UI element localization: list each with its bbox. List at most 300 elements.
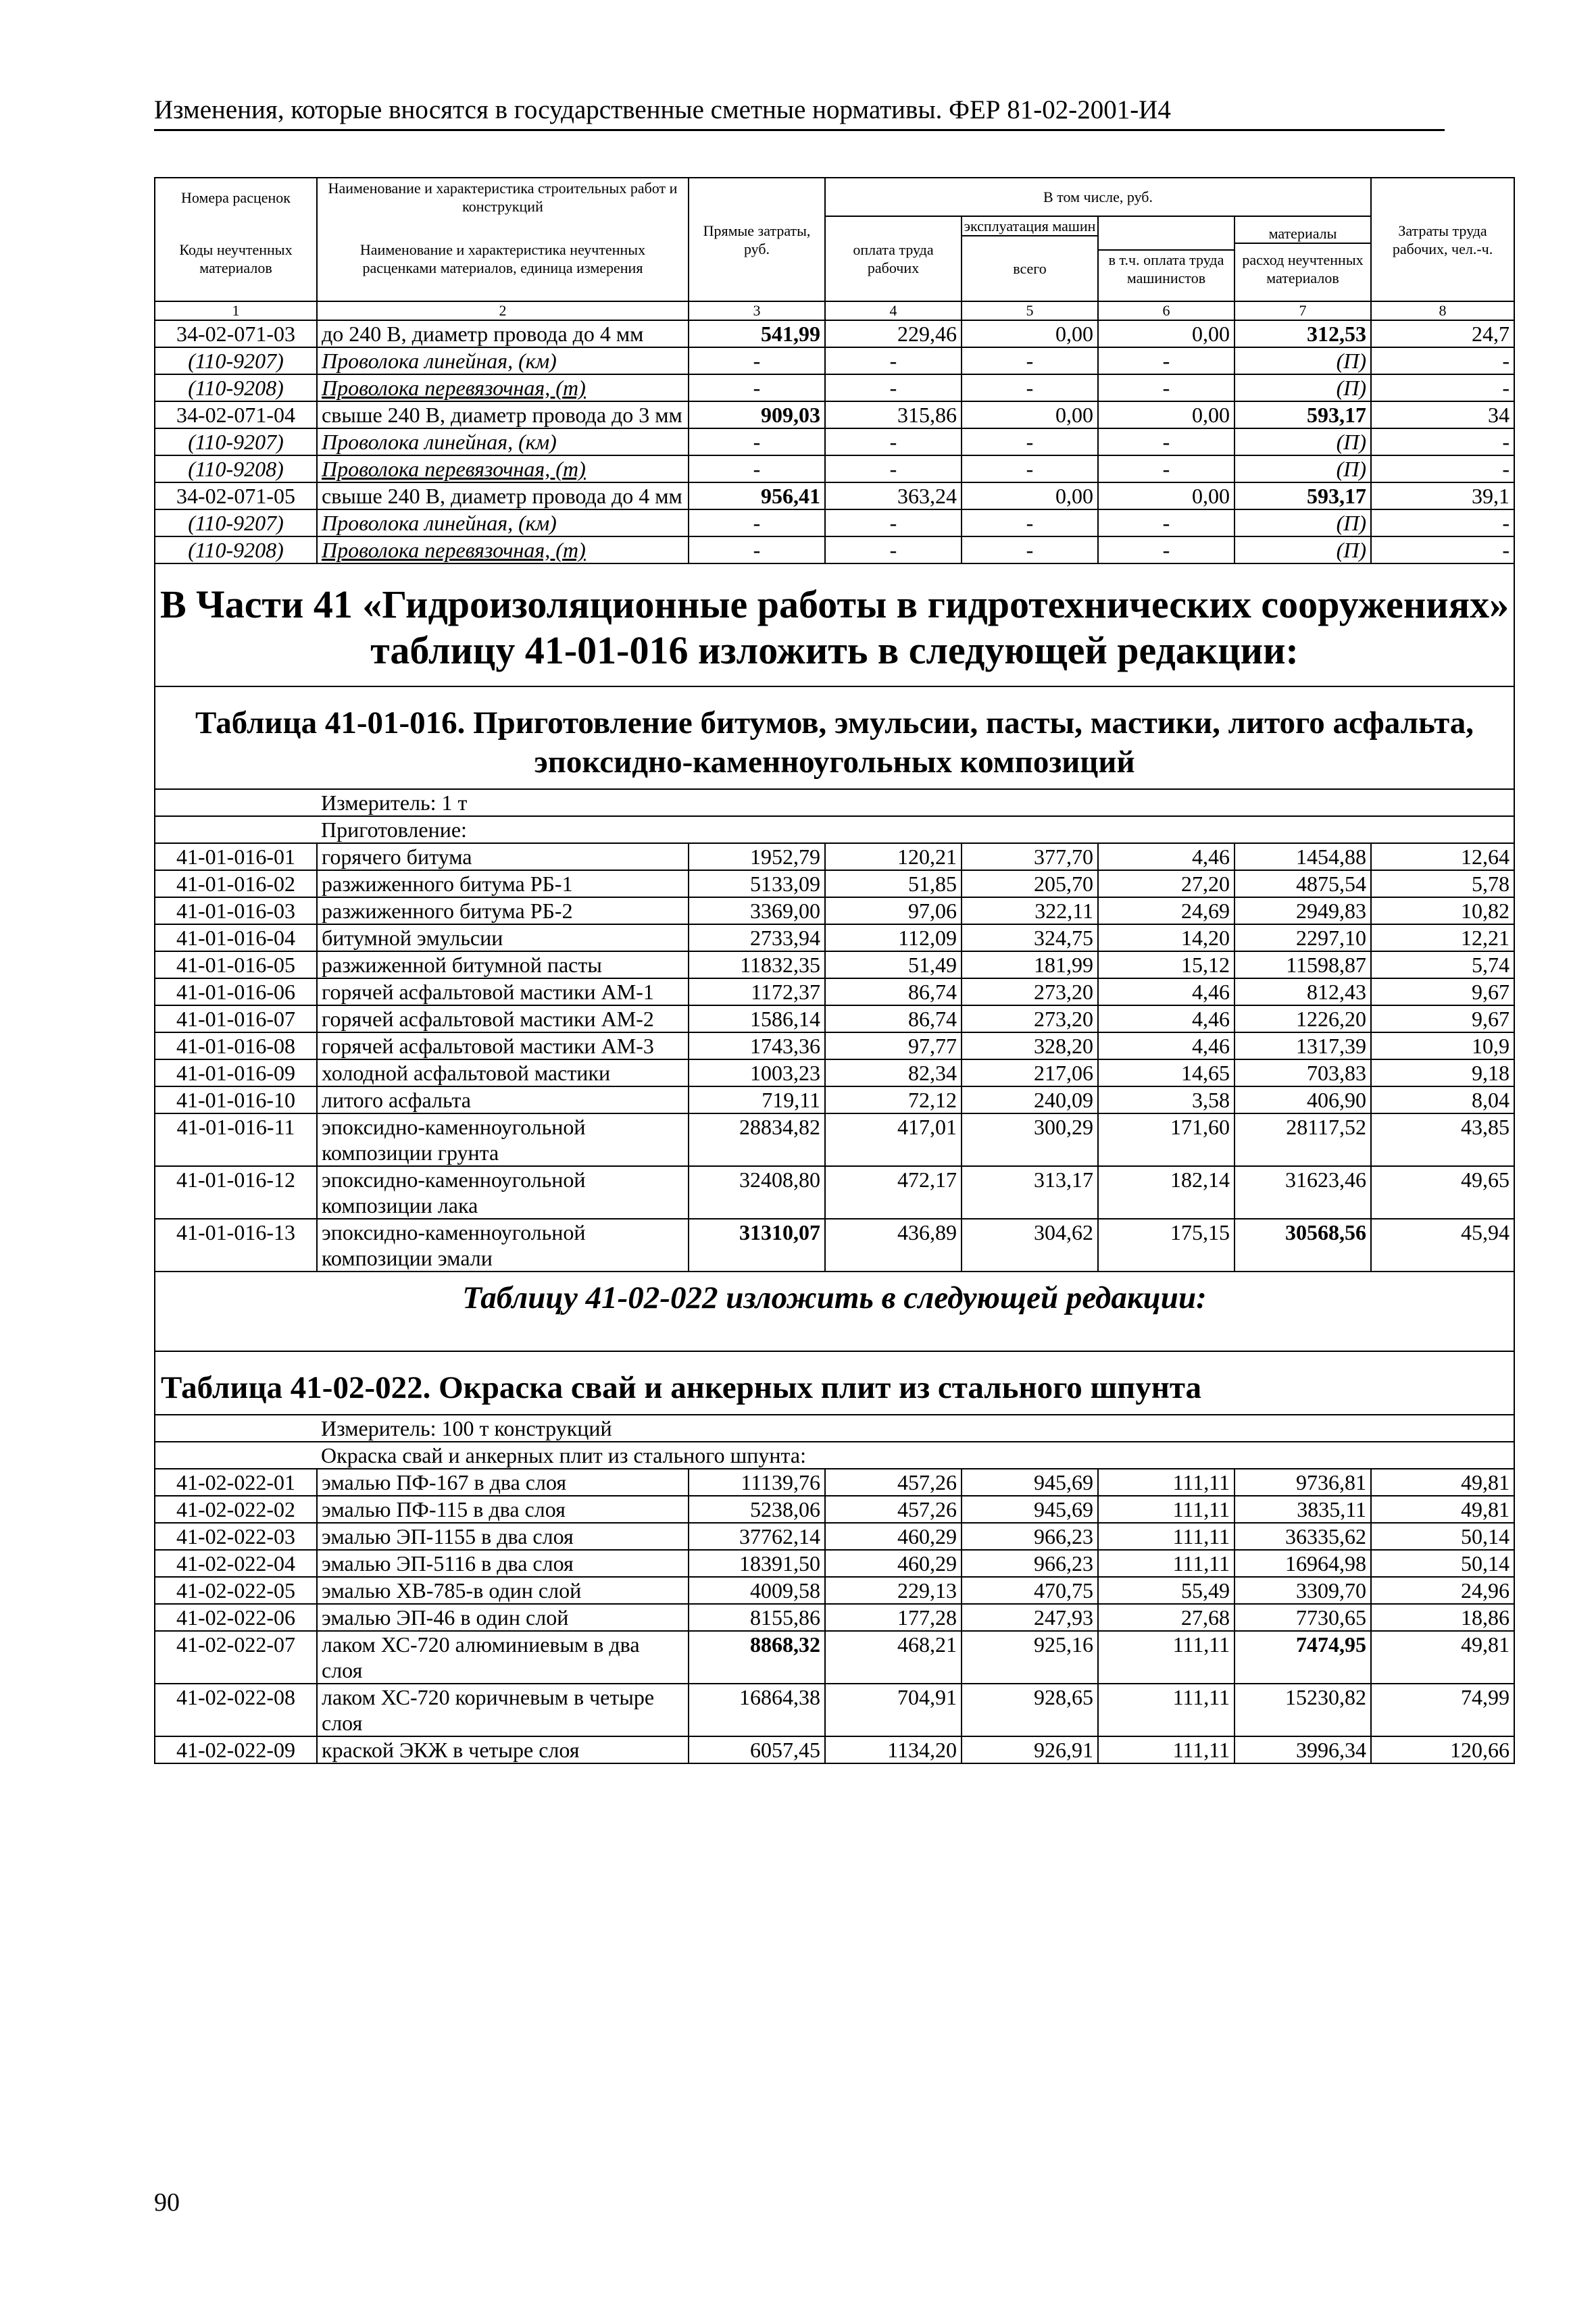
cell-mach: 0,00 [962,320,1098,347]
cell-mach_w: 111,11 [1098,1736,1235,1763]
material-name: Проволока линейная, (км) [317,347,689,374]
cell-mat: 1454,88 [1235,843,1371,870]
cell-mach: 945,69 [962,1496,1098,1523]
page-number: 90 [154,2188,180,2217]
cell-mat: 1226,20 [1235,1005,1371,1032]
cell-mach: 300,29 [962,1113,1098,1166]
column-number: 6 [1098,301,1235,320]
material-code: (110-9207) [155,347,317,374]
table-row [155,320,1514,347]
column-number: 1 [155,301,317,320]
table-body [155,178,1514,1763]
cell-direct: 2733,94 [689,924,825,951]
table-row [155,1469,1514,1496]
cell-labor: 50,14 [1371,1550,1514,1577]
cell-wages: 97,77 [825,1032,962,1059]
cell-wages: 1134,20 [825,1736,962,1763]
work-name: эмалью ПФ-167 в два слоя [317,1469,689,1496]
cell-wages: 82,34 [825,1059,962,1086]
cell-labor: 49,81 [1371,1631,1514,1684]
cell-mat: 593,17 [1235,482,1371,509]
cell-mat: 703,83 [1235,1059,1371,1086]
column-number: 7 [1235,301,1371,320]
table-016-title [155,686,1514,789]
cell-wages: 704,91 [825,1684,962,1736]
table-row [155,482,1514,509]
material-code: (110-9207) [155,428,317,455]
cell-dash: - [1371,347,1514,374]
column-number: 2 [317,301,689,320]
cell-mach: 247,93 [962,1604,1098,1631]
cell-direct: 1586,14 [689,1005,825,1032]
work-name: разжиженного битума РБ-1 [317,870,689,897]
cell-mach_w: 171,60 [1098,1113,1235,1166]
work-name: эмалью ЭП-46 в один слой [317,1604,689,1631]
cell-mach: 945,69 [962,1469,1098,1496]
col-header-wages: оплата труда рабочих [825,216,962,301]
header-row-1 [155,178,1514,216]
cell-direct: 31310,07 [689,1219,825,1272]
col-header-incl-wages [1098,216,1235,301]
cell-mach_w: 27,20 [1098,870,1235,897]
cell-mach_w: 15,12 [1098,951,1235,978]
cell-mach: 966,23 [962,1523,1098,1550]
rate-code: 41-01-016-11 [155,1113,317,1166]
work-name: лаком ХС-720 алюминиевым в два слоя [317,1631,689,1684]
cell-wages: 86,74 [825,978,962,1005]
col-header-materials-use [1235,216,1371,301]
col-header-mat-use: расход неучтенных материалов [1242,251,1364,286]
cell-labor: 49,81 [1371,1496,1514,1523]
cell-mat: 593,17 [1235,401,1371,428]
subtitle-row [155,1272,1514,1351]
cell-wages: 229,13 [825,1577,962,1604]
material-code: (110-9207) [155,509,317,536]
cell-wages: 363,24 [825,482,962,509]
cell-labor: 74,99 [1371,1684,1514,1736]
group-spacer [155,1442,317,1469]
header-row-2 [155,216,1514,301]
cell-mach: 966,23 [962,1550,1098,1577]
cell-wages: 229,46 [825,320,962,347]
section-title [155,563,1514,686]
work-name: эмалью ХВ-785-в один слой [317,1577,689,1604]
meter-spacer [155,1415,317,1442]
rate-code: 41-02-022-09 [155,1736,317,1763]
cell-mach_w: 4,46 [1098,1005,1235,1032]
cell-direct: 5238,06 [689,1496,825,1523]
cell-direct: 3369,00 [689,897,825,924]
cell-labor: 24,96 [1371,1577,1514,1604]
cell-p: (П) [1235,509,1371,536]
material-name: Проволока линейная, (км) [317,428,689,455]
material-code: (110-9208) [155,455,317,482]
table-row [155,1005,1514,1032]
work-name: эпоксидно-каменноугольной композиции грунта [317,1113,689,1166]
cell-mat: 36335,62 [1235,1523,1371,1550]
table-row [155,1684,1514,1736]
material-code: (110-9208) [155,536,317,563]
material-code: (110-9208) [155,374,317,401]
table-row [155,1166,1514,1219]
cell-mach: 273,20 [962,978,1098,1005]
material-row [155,536,1514,563]
cell-mach_w: 111,11 [1098,1496,1235,1523]
col-header-direct: Прямые затраты, руб. [689,178,825,301]
rate-code: 41-01-016-01 [155,843,317,870]
cell-direct: 11832,35 [689,951,825,978]
cell-wages: 86,74 [825,1005,962,1032]
cell-mach_w: 111,11 [1098,1550,1235,1577]
cell-dash: - [1371,509,1514,536]
cell-mach_w: 4,46 [1098,978,1235,1005]
col-header-total: всего [1013,260,1047,277]
cell-mach_w: 14,65 [1098,1059,1235,1086]
table-row [155,401,1514,428]
cell-dash: - [1371,455,1514,482]
cell-labor: 5,74 [1371,951,1514,978]
rate-code: 41-02-022-04 [155,1550,317,1577]
work-name: горячей асфальтовой мастики АМ-1 [317,978,689,1005]
cell-wages: 177,28 [825,1604,962,1631]
table-022-title-text: Таблица 41-02-022. Окраска свай и анкерных плит из стального шпунта [161,1370,1202,1405]
cell-dash: - [689,536,825,563]
cell-dash: - [825,347,962,374]
cell-mach: 324,75 [962,924,1098,951]
cell-dash: - [689,455,825,482]
cell-direct: 541,99 [689,320,825,347]
material-name: Проволока перевязочная, (т) [317,374,689,401]
rate-code: 41-01-016-02 [155,870,317,897]
rate-code: 34-02-071-04 [155,401,317,428]
cell-dash: - [689,428,825,455]
cell-mat: 7474,95 [1235,1631,1371,1684]
material-row [155,509,1514,536]
section-title-text: В Части 41 «Гидроизоляционные работы в гидротехнических сооружениях» таблицу 41-01-016 изложить в следующей редакции: [159,582,1510,672]
work-name: эпоксидно-каменноугольной композиции эмали [317,1219,689,1272]
work-name: свыше 240 В, диаметр провода до 4 мм [317,482,689,509]
work-name: холодной асфальтовой мастики [317,1059,689,1086]
work-name: горячей асфальтовой мастики АМ-2 [317,1005,689,1032]
cell-wages: 460,29 [825,1523,962,1550]
cell-mach: 273,20 [962,1005,1098,1032]
cell-labor: 45,94 [1371,1219,1514,1272]
table-row [155,1550,1514,1577]
rate-code: 41-01-016-13 [155,1219,317,1272]
work-name: эмалью ПФ-115 в два слоя [317,1496,689,1523]
material-row [155,428,1514,455]
material-row [155,347,1514,374]
cell-wages: 457,26 [825,1469,962,1496]
col-header-incl-wages-text: в т.ч. оплата труда машинистов [1108,251,1224,286]
cell-direct: 16864,38 [689,1684,825,1736]
material-name: Проволока перевязочная, (т) [317,536,689,563]
column-number: 8 [1371,301,1514,320]
cell-mach_w: 182,14 [1098,1166,1235,1219]
cell-mach_w: 55,49 [1098,1577,1235,1604]
cell-labor: 120,66 [1371,1736,1514,1763]
cell-p: (П) [1235,536,1371,563]
rate-code: 41-02-022-02 [155,1496,317,1523]
section-title-row [155,563,1514,686]
cell-mach_w: 0,00 [1098,320,1235,347]
cell-mat: 3309,70 [1235,1577,1371,1604]
table-title-row [155,686,1514,789]
group-label: Приготовление: [317,816,1514,843]
cell-labor: 9,67 [1371,978,1514,1005]
cell-mat: 2297,10 [1235,924,1371,951]
rate-code: 41-02-022-03 [155,1523,317,1550]
rate-code: 41-02-022-06 [155,1604,317,1631]
table-row [155,1059,1514,1086]
cell-mach_w: 24,69 [1098,897,1235,924]
cell-labor: 5,78 [1371,870,1514,897]
rate-code: 34-02-071-03 [155,320,317,347]
col-header-incl: В том числе, руб. [825,178,1371,216]
cell-mach_w: 111,11 [1098,1684,1235,1736]
cell-wages: 436,89 [825,1219,962,1272]
cell-mat: 7730,65 [1235,1604,1371,1631]
cell-wages: 51,85 [825,870,962,897]
cell-direct: 909,03 [689,401,825,428]
cell-mat: 31623,46 [1235,1166,1371,1219]
cell-labor: 8,04 [1371,1086,1514,1113]
cell-mach_w: 111,11 [1098,1469,1235,1496]
cell-labor: 18,86 [1371,1604,1514,1631]
work-name: эпоксидно-каменноугольной композиции лака [317,1166,689,1219]
cell-mat: 9736,81 [1235,1469,1371,1496]
cell-mat: 30568,56 [1235,1219,1371,1272]
cell-direct: 1952,79 [689,843,825,870]
cell-mat: 812,43 [1235,978,1371,1005]
cell-p: (П) [1235,428,1371,455]
cell-dash: - [689,509,825,536]
cell-direct: 719,11 [689,1086,825,1113]
table-row [155,1577,1514,1604]
cell-dash: - [825,509,962,536]
cell-dash: - [1098,536,1235,563]
cell-mach_w: 3,58 [1098,1086,1235,1113]
cell-dash: - [962,347,1098,374]
rate-code: 34-02-071-05 [155,482,317,509]
cell-dash: - [689,374,825,401]
cell-direct: 1172,37 [689,978,825,1005]
cell-mat: 4875,54 [1235,870,1371,897]
cell-mach: 925,16 [962,1631,1098,1684]
cell-dash: - [962,509,1098,536]
work-name: эмалью ЭП-5116 в два слоя [317,1550,689,1577]
meter-label: Измеритель: 1 т [317,789,1514,816]
cell-dash: - [1098,374,1235,401]
cell-wages: 112,09 [825,924,962,951]
column-number: 5 [962,301,1098,320]
table-row [155,978,1514,1005]
cell-direct: 8868,32 [689,1631,825,1684]
cell-mat: 1317,39 [1235,1032,1371,1059]
cell-wages: 72,12 [825,1086,962,1113]
rate-code: 41-01-016-04 [155,924,317,951]
meter-row [155,789,1514,816]
rate-code: 41-01-016-06 [155,978,317,1005]
cell-mach: 205,70 [962,870,1098,897]
cell-labor: 10,9 [1371,1032,1514,1059]
table-row [155,870,1514,897]
column-number: 4 [825,301,962,320]
table-row [155,1113,1514,1166]
norms-table [154,177,1515,1764]
cell-wages: 315,86 [825,401,962,428]
cell-labor: 50,14 [1371,1523,1514,1550]
cell-dash: - [825,536,962,563]
work-name: эмалью ЭП-1155 в два слоя [317,1523,689,1550]
cell-mach_w: 0,00 [1098,401,1235,428]
cell-dash: - [1371,536,1514,563]
work-name: горячей асфальтовой мастики АМ-3 [317,1032,689,1059]
subtitle-text: Таблицу 41-02-022 изложить в следующей редакции: [462,1280,1207,1315]
cell-mach: 0,00 [962,401,1098,428]
cell-dash: - [689,347,825,374]
cell-dash: - [825,455,962,482]
table-row [155,924,1514,951]
table-016-title-text: Таблица 41-01-016. Приготовление битумов, эмульсии, пасты, мастики, литого асфальта, эпоксидно-каменноугольных композиций [195,705,1474,780]
cell-labor: 10,82 [1371,897,1514,924]
col-header-materials: материалы [1235,224,1370,244]
table-row [155,897,1514,924]
work-name: до 240 В, диаметр провода до 4 мм [317,320,689,347]
cell-labor: 9,67 [1371,1005,1514,1032]
column-number: 3 [689,301,825,320]
work-name: литого асфальта [317,1086,689,1113]
cell-dash: - [1098,428,1235,455]
column-numbers-row [155,301,1514,320]
cell-mach: 217,06 [962,1059,1098,1086]
cell-labor: 43,85 [1371,1113,1514,1166]
rate-code: 41-02-022-08 [155,1684,317,1736]
cell-mat: 312,53 [1235,320,1371,347]
cell-labor: 39,1 [1371,482,1514,509]
meter-row [155,1415,1514,1442]
cell-labor: 49,81 [1371,1469,1514,1496]
cell-direct: 18391,50 [689,1550,825,1577]
table-row [155,1032,1514,1059]
cell-direct: 28834,82 [689,1113,825,1166]
table-row [155,1604,1514,1631]
cell-labor: 12,21 [1371,924,1514,951]
cell-wages: 51,49 [825,951,962,978]
cell-mat: 3835,11 [1235,1496,1371,1523]
work-name: горячего битума [317,843,689,870]
cell-wages: 417,01 [825,1113,962,1166]
table-022-title [155,1351,1514,1415]
cell-mach_w: 4,46 [1098,1032,1235,1059]
cell-direct: 956,41 [689,482,825,509]
cell-labor: 9,18 [1371,1059,1514,1086]
group-spacer [155,816,317,843]
cell-mach_w: 0,00 [1098,482,1235,509]
col-header-labor: Затраты труда рабочих, чел.-ч. [1371,178,1514,301]
work-name: краской ЭКЖ в четыре слоя [317,1736,689,1763]
col-header-codes: Коды неучтенных материалов [155,216,317,301]
cell-dash: - [1371,374,1514,401]
table-row [155,1523,1514,1550]
cell-mat: 16964,98 [1235,1550,1371,1577]
cell-wages: 97,06 [825,897,962,924]
cell-p: (П) [1235,455,1371,482]
rate-code: 41-01-016-09 [155,1059,317,1086]
cell-dash: - [825,374,962,401]
material-row [155,374,1514,401]
work-name: битумной эмульсии [317,924,689,951]
cell-direct: 4009,58 [689,1577,825,1604]
cell-dash: - [1098,455,1235,482]
cell-dash: - [962,455,1098,482]
cell-wages: 472,17 [825,1166,962,1219]
cell-mach: 240,09 [962,1086,1098,1113]
cell-dash: - [962,536,1098,563]
cell-labor: 34 [1371,401,1514,428]
cell-mat: 28117,52 [1235,1113,1371,1166]
cell-mach_w: 111,11 [1098,1631,1235,1684]
cell-mat: 406,90 [1235,1086,1371,1113]
cell-wages: 468,21 [825,1631,962,1684]
col-header-numbers: Номера расценок [155,178,317,216]
cell-wages: 120,21 [825,843,962,870]
group-row [155,816,1514,843]
table-row [155,1219,1514,1272]
table-row [155,1736,1514,1763]
cell-p: (П) [1235,374,1371,401]
col-header-name: Наименование и характеристика строительных работ и конструкций [317,178,689,216]
cell-direct: 37762,14 [689,1523,825,1550]
cell-mat: 3996,34 [1235,1736,1371,1763]
cell-mach: 0,00 [962,482,1098,509]
cell-dash: - [1371,428,1514,455]
work-name: разжиженного битума РБ-2 [317,897,689,924]
cell-mat: 2949,83 [1235,897,1371,924]
rate-code: 41-01-016-10 [155,1086,317,1113]
cell-dash: - [825,428,962,455]
col-header-name-mat: Наименование и характеристика неучтенных расценками материалов, единица измерения [317,216,689,301]
rate-code: 41-02-022-01 [155,1469,317,1496]
cell-direct: 1003,23 [689,1059,825,1086]
work-name: лаком ХС-720 коричневым в четыре слоя [317,1684,689,1736]
cell-dash: - [962,428,1098,455]
cell-direct: 32408,80 [689,1166,825,1219]
rate-code: 41-02-022-07 [155,1631,317,1684]
col-header-machines: эксплуатация машин [962,217,1097,236]
cell-mach_w: 4,46 [1098,843,1235,870]
table-row [155,1631,1514,1684]
cell-direct: 5133,09 [689,870,825,897]
cell-dash: - [962,374,1098,401]
cell-mach_w: 14,20 [1098,924,1235,951]
rate-code: 41-02-022-05 [155,1577,317,1604]
material-name: Проволока перевязочная, (т) [317,455,689,482]
cell-wages: 457,26 [825,1496,962,1523]
cell-mach: 313,17 [962,1166,1098,1219]
rate-code: 41-01-016-07 [155,1005,317,1032]
rate-code: 41-01-016-03 [155,897,317,924]
cell-mach_w: 111,11 [1098,1523,1235,1550]
cell-mach: 928,65 [962,1684,1098,1736]
rate-code: 41-01-016-08 [155,1032,317,1059]
cell-mat: 11598,87 [1235,951,1371,978]
table-row [155,843,1514,870]
table-row [155,1496,1514,1523]
rate-code: 41-01-016-12 [155,1166,317,1219]
group-label: Окраска свай и анкерных плит из стального шпунта: [317,1442,1514,1469]
meter-label: Измеритель: 100 т конструкций [317,1415,1514,1442]
